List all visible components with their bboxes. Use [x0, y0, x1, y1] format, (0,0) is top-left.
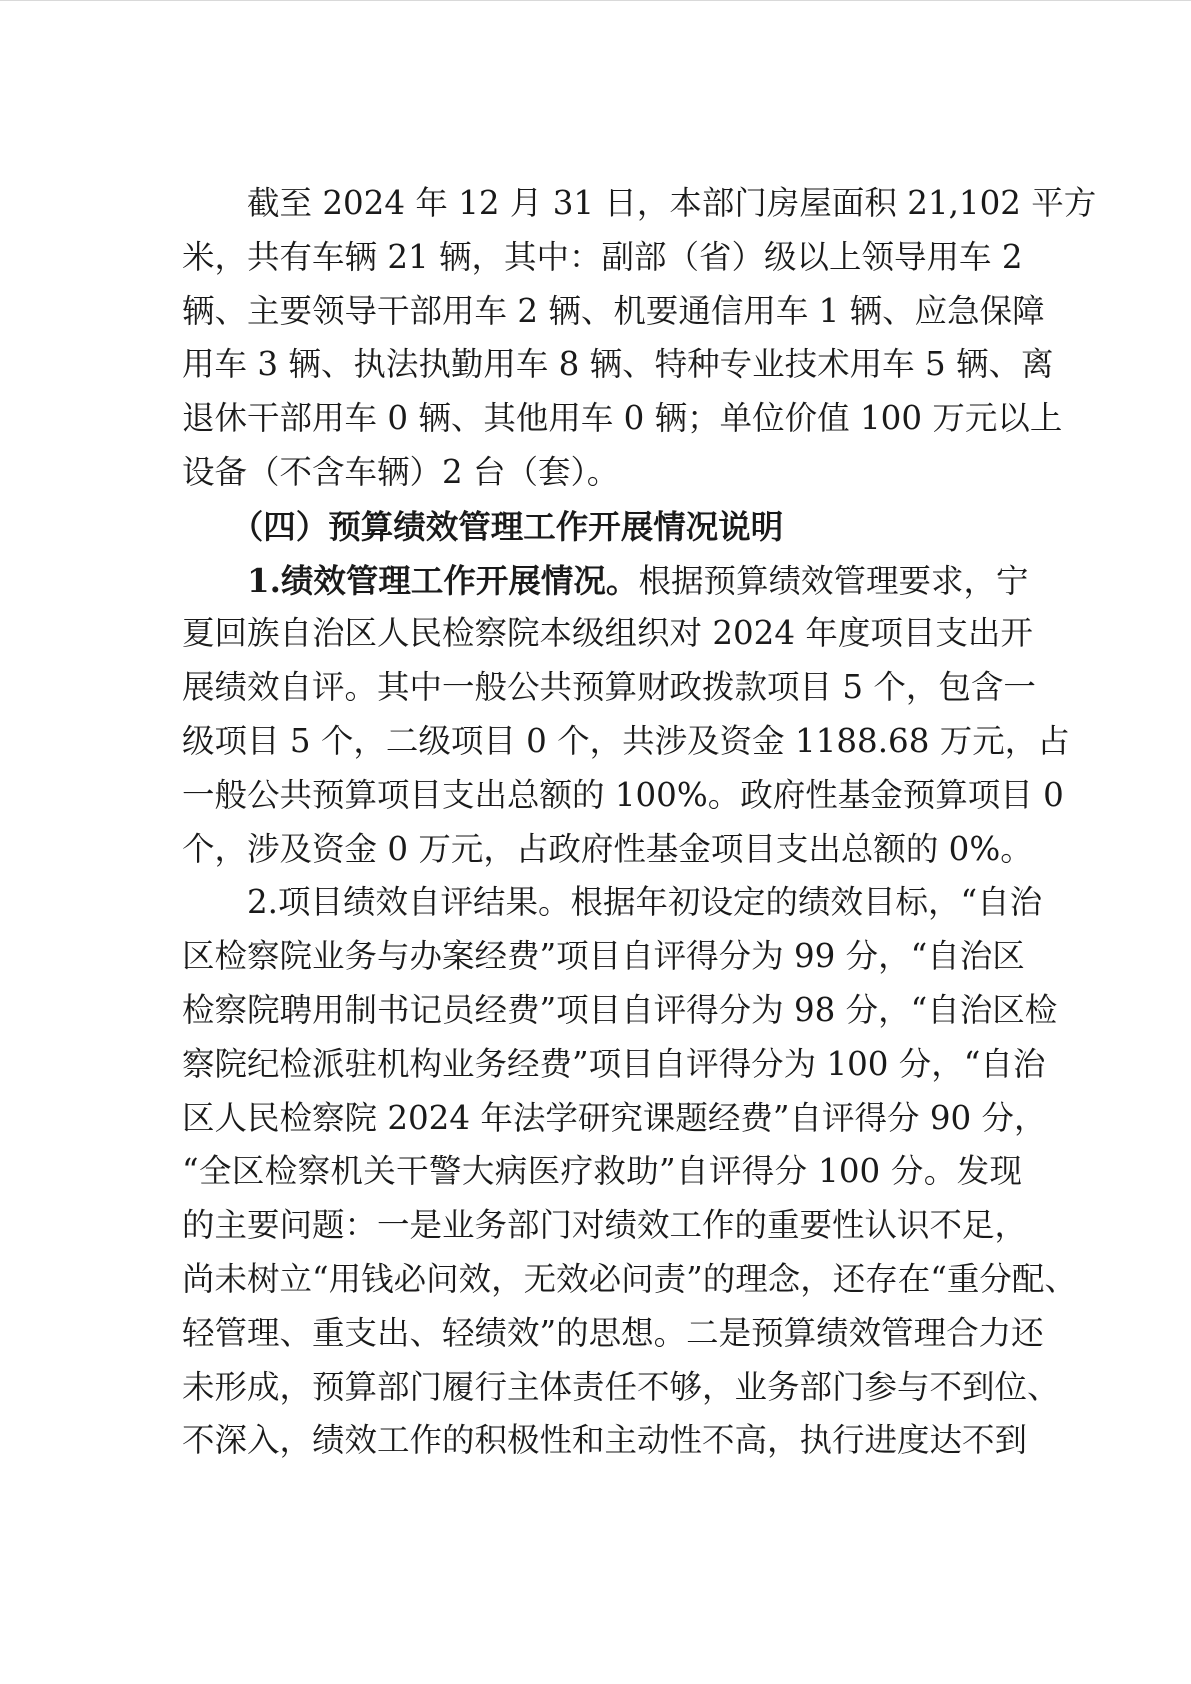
text-line: 区人民检察院 2024 年法学研究课题经费”自评得分 90 分， — [182, 1098, 1047, 1137]
text-line: 设备（不含车辆）2 台（套）。 — [182, 452, 620, 491]
section-heading: （四）预算绩效管理工作开展情况说明 — [182, 506, 784, 546]
text-line — [182, 554, 1029, 608]
text-line: 用车 3 辆、执法执勤用车 8 辆、特种专业技术用车 5 辆、离 — [182, 345, 1054, 384]
document-body — [182, 177, 1097, 1468]
text-line: 尚未树立“用钱必问效，无效必问责”的理念，还存在“重分配、 — [182, 1259, 1077, 1298]
text-line: 检察院聘用制书记员经费”项目自评得分为 98 分，“自治区检 — [182, 990, 1058, 1029]
text-line: 察院纪检派驻机构业务经费”项目自评得分为 100 分，“自治 — [182, 1044, 1046, 1083]
text-line: 个，涉及资金 0 万元，占政府性基金项目支出总额的 0%。 — [182, 829, 1033, 868]
text-line: 2.项目绩效自评结果。根据年初设定的绩效目标，“自治 — [182, 883, 1043, 922]
text-line: 辆、主要领导干部用车 2 辆、机要通信用车 1 辆、应急保障 — [182, 291, 1045, 330]
text-line: 一般公共预算项目支出总额的 100%。政府性基金预算项目 0 — [182, 775, 1064, 814]
text-line: 级项目 5 个，二级项目 0 个，共涉及资金 1188.68 万元，占 — [182, 721, 1070, 760]
paragraph-assets — [182, 177, 1097, 500]
text-line: “全区检察机关干警大病医疗救助”自评得分 100 分。发现 — [182, 1152, 1022, 1191]
text-line: 夏回族自治区人民检察院本级组织对 2024 年度项目支出开 — [182, 614, 1033, 653]
text-line: 的主要问题：一是业务部门对绩效工作的重要性认识不足， — [182, 1206, 1028, 1245]
text-line: 不深入，绩效工作的积极性和主动性不高，执行进度达不到 — [182, 1421, 1028, 1460]
text-line: 退休干部用车 0 辆、其他用车 0 辆；单位价值 100 万元以上 — [182, 399, 1063, 438]
text-line: 展绩效自评。其中一般公共预算财政拨款项目 5 个，包含一 — [182, 668, 1036, 707]
text-line: 截至 2024 年 12 月 31 日，本部门房屋面积 21,102 平方 — [182, 184, 1097, 222]
text-line: 轻管理、重支出、轻绩效”的思想。二是预算绩效管理合力还 — [182, 1313, 1044, 1352]
item-text: 根据预算绩效管理要求，宁 — [638, 561, 1029, 600]
paragraph-item-1 — [182, 554, 1070, 877]
item-title: 1.绩效管理工作开展情况。 — [182, 560, 639, 600]
text-line: 米，共有车辆 21 辆，其中：副部（省）级以上领导用车 2 — [182, 237, 1023, 276]
text-line: 未形成，预算部门履行主体责任不够，业务部门参与不到位、 — [182, 1367, 1060, 1406]
text-line: 区检察院业务与办案经费”项目自评得分为 99 分，“自治区 — [182, 937, 1025, 976]
paragraph-item-2 — [182, 876, 1077, 1468]
